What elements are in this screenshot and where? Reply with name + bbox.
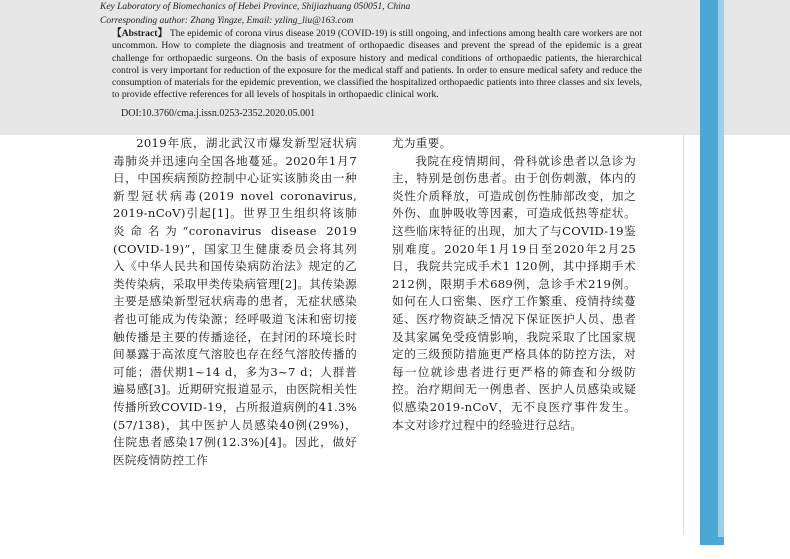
body-column-right — [392, 135, 636, 434]
abstract-label: 【Abstract】 — [112, 28, 168, 39]
affiliation-line — [100, 0, 700, 28]
doi-line: DOI:10.3760/cma.j.issn.0253-2352.2020.05.001 — [121, 108, 316, 119]
affiliation-text: Key Laboratory of Biomechanics of Hebei Province, Shijiazhuang 050051, China — [100, 2, 411, 12]
body-column-left — [113, 135, 357, 469]
abstract-band — [0, 0, 790, 135]
decorative-side-rail — [700, 0, 718, 537]
page-edge-line — [683, 135, 684, 535]
abstract-text: The epidemic of corona virus disease 2019 (COVID-19) is still ongoing, and infections among health care workers are not uncommon. How to complete the diagnosis and treatment of orthopaedic diseases and prevent the spread of the epidemic is a great challenge for orthopaedic surgeons. On the basis of exposure history and medical conditions of orthopaedic patients, the hierarchical control is very important for reduction of the exposure for the medical staff and patients. In order to ensure medical safety and reduce the consumption of materials for the epidemic prevention, we classified the hospitalized orthopaedic patients into three classes and six levels, to provide effective references for all levels of hospitals in orthopaedic clinical work. — [112, 28, 642, 101]
decorative-side-rail-light — [718, 0, 724, 537]
abstract-paragraph — [112, 28, 642, 102]
bottom-margin — [0, 537, 790, 559]
intro-paragraph: 2019年底，湖北武汉市爆发新型冠状病毒肺炎并迅速向全国各地蔓延。2020年1月7日，中国疾病预防控制中心证实该肺炎由一种新型冠状病毒(2019 novel coronavirus, 2019-nCoV)引起[1]。世界卫生组织将该肺炎命名为“coronavirus disease 2019 (COVID-19)”，国家卫生健康委员会将其列入《中华人民共和国传染病防治法》规定的乙类传染病，采取甲类传染病管理[2]。其传染源主要是感染新型冠状病毒的患者，无症状感染者也可能成为传染源；经呼吸道飞沫和密切接触传播是主要的传播途径，在封闭的环境长时间暴露于高浓度气溶胶也存在经气溶胶传播的可能；潜伏期1~14 d，多为3~7 d；人群普遍易感[3]。近期研究报道显示，由医院相关性传播所致COVID-19，占所报道病例的41.3%(57/138)，其中医护人员感染40例(29%)，住院患者感染17例(12.3%)[4]。因此，做好医院疫情防控工作 — [113, 136, 357, 467]
decorative-bottom-mark — [700, 537, 724, 545]
intro-paragraph-continued: 尤为重要。 — [392, 136, 452, 150]
corresponding-author: Corresponding author: Zhang Yingze, Email: yzling_liu@163.com — [100, 16, 354, 26]
hospital-paragraph: 我院在疫情期间，骨科就诊患者以急诊为主，特别是创伤患者。由于创伤刺激，体内的炎性介质释放，可造成创伤性肺部改变，加之外伤、血肿吸收等因素，可造成低热等症状。这些临床特征的出现，加大了与COVID-19鉴别难度。2020年1月19日至2020年2月25日，我院共完成手术1 120例，其中择期手术212例，限期手术689例，急诊手术219例。如何在人口密集、医疗工作繁重、疫情持续蔓延、医疗物资缺乏情况下保证医护人员、患者及其家属免受疫情影响，我院采取了比国家规定的三级预防措施更严格具体的防控方法，对每一位就诊患者进行更严格的筛查和分级防控。治疗期间无一例患者、医护人员感染或疑似感染2019-nCoV，无不良医疗事件发生。本文对诊疗过程中的经验进行总结。 — [392, 153, 636, 432]
